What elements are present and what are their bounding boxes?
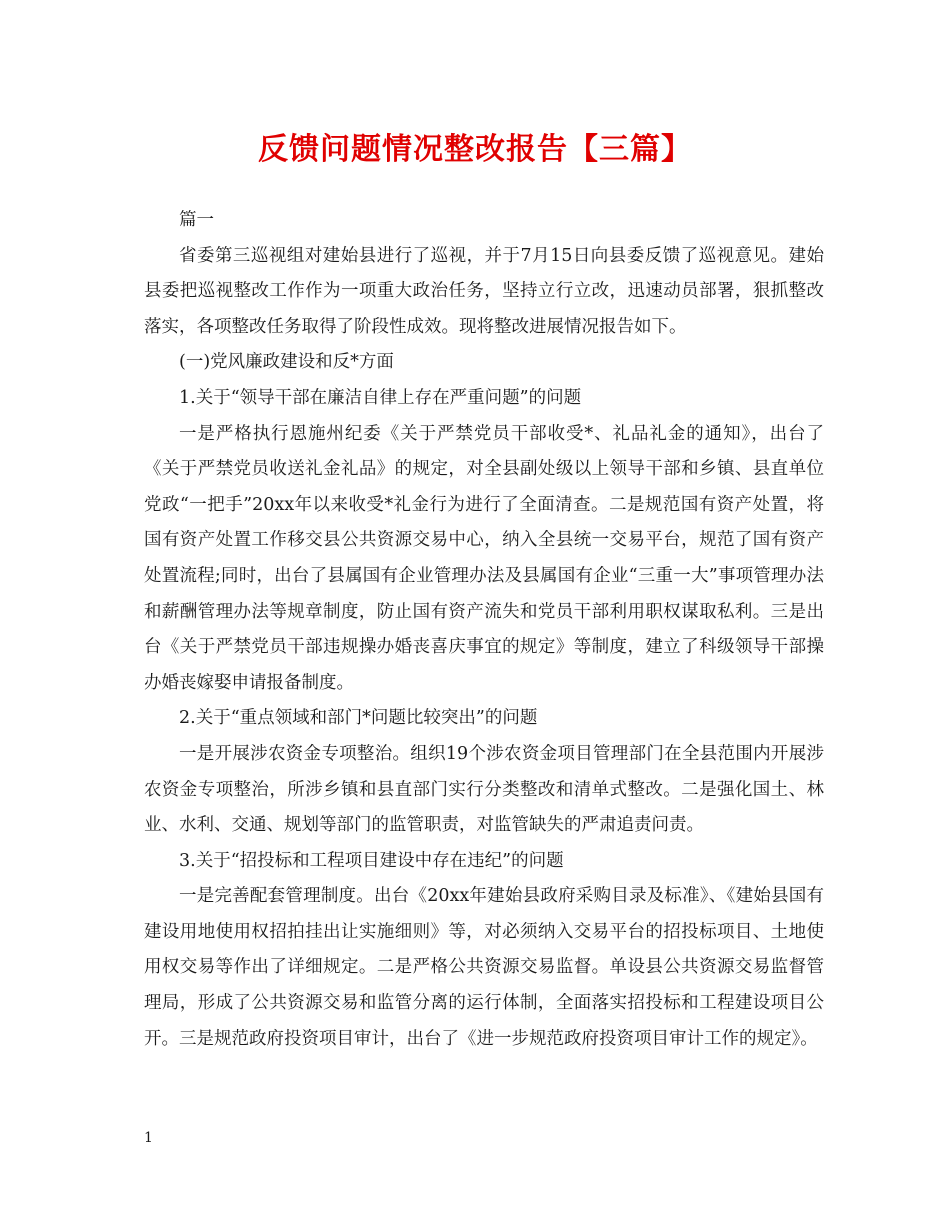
issue-heading-1: 1.关于“领导干部在廉洁自律上存在严重问题”的问题 [179, 387, 582, 408]
document-title: 反馈问题情况整改报告【三篇】 [258, 132, 692, 167]
section-label: 篇一 [179, 210, 214, 230]
issue-paragraph-1: 一是严格执行恩施州纪委《关于严禁党员干部收受*、礼品礼金的通知》，出台了《关于严禁党员收送礼金礼品》的规定，对全县副处级以上领导干部和乡镇、县直单位党政“一把手”20xx年以来收受*礼金行为进行了全面清查。二是规范国有资产处置，将国有资产处置工作移交县公共资源交易中心，纳入全县统一交易平台，规范了国有资产处置流程;同时，出台了县属国有企业管理办法及县属国有企业“三重一大”事项管理办法和薪酬管理办法等规章制度，防止国有资产流失和党员干部利用职权谋取私利。三是出台《关于严禁党员干部违规操办婚丧喜庆事宜的规定》等制度，建立了科级领导干部操办婚丧嫁娶申请报备制度。 [144, 423, 824, 693]
section-heading: (一)党风廉政建设和反*方面 [179, 352, 394, 373]
document-body [144, 203, 824, 1057]
intro-paragraph: 省委第三巡视组对建始县进行了巡视，并于7月15日向县委反馈了巡视意见。建始县委把巡视整改工作作为一项重大政治任务，坚持立行立改，迅速动员部署，狠抓整改落实，各项整改任务取得了阶段性成效。现将整改进展情况报告如下。 [144, 245, 824, 337]
issue-paragraph-3: 一是完善配套管理制度。出台《20xx年建始县政府采购目录及标准》、《建始县国有建设用地使用权招拍挂出让实施细则》等，对必须纳入交易平台的招投标项目、土地使用权交易等作出了详细规定。二是严格公共资源交易监督。单设县公共资源交易监督管理局，形成了公共资源交易和监管分离的运行体制，全面落实招投标和工程建设项目公开。三是规范政府投资项目审计，出台了《进一步规范政府投资项目审计工作的规定》。 [144, 886, 824, 1049]
page-number: 1 [144, 1130, 153, 1146]
issue-heading-3: 3.关于“招投标和工程项目建设中存在违纪”的问题 [179, 850, 564, 871]
issue-heading-2: 2.关于“重点领域和部门*问题比较突出”的问题 [179, 708, 538, 729]
issue-paragraph-2: 一是开展涉农资金专项整治。组织19个涉农资金项目管理部门在全县范围内开展涉农资金专项整治，所涉乡镇和县直部门实行分类整改和清单式整改。二是强化国土、林业、水利、交通、规划等部门的监管职责，对监管缺失的严肃追责问责。 [144, 743, 824, 836]
